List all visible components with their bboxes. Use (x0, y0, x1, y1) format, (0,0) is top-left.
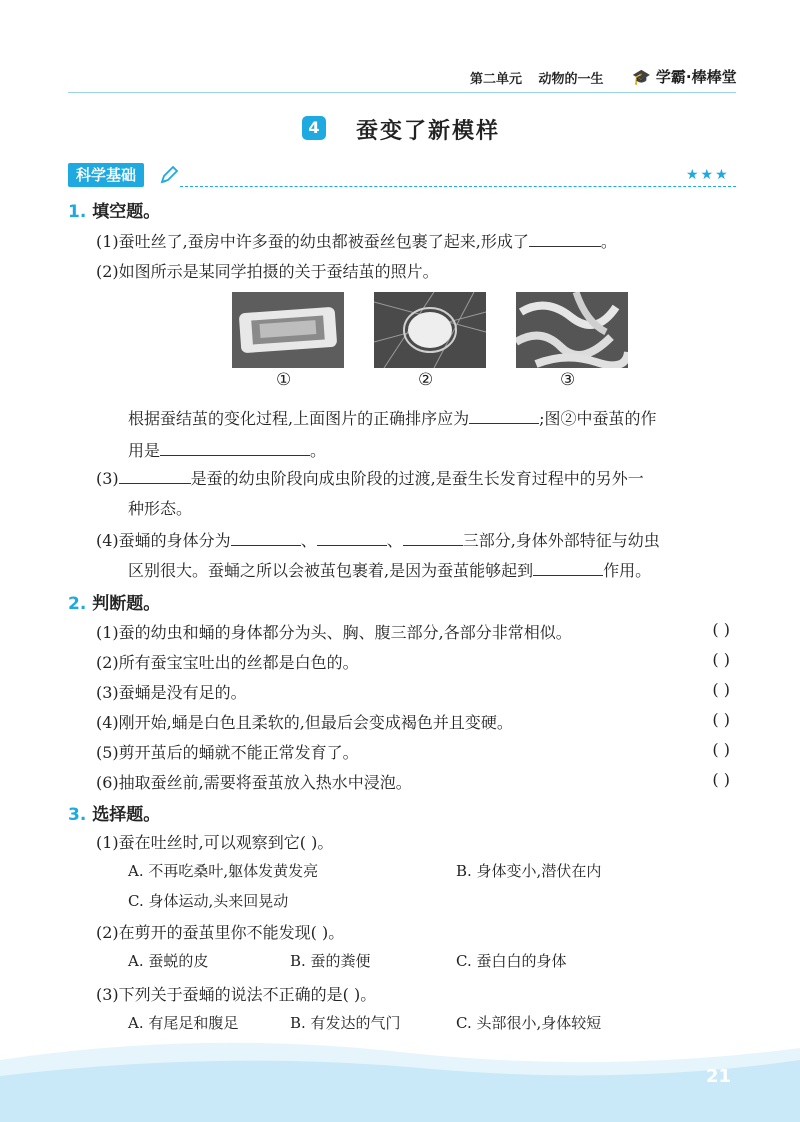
choice-option-b[interactable]: B. 蚕的粪便 (290, 952, 371, 970)
choice-option-a[interactable]: A. 不再吃桑叶,躯体发黄发亮 (128, 862, 319, 880)
photo-silkworms (516, 292, 628, 368)
lesson-number-badge: 4 (302, 116, 326, 140)
q1-sub4-line1 (96, 528, 660, 551)
answer-blank[interactable] (119, 469, 191, 484)
question-number: 2 (68, 594, 80, 614)
choice-stem: (1)蚕在吐丝时,可以观察到它( )。 (96, 833, 334, 852)
photo-label: ① (276, 370, 292, 390)
q1-sub3-line1 (96, 466, 644, 489)
choice-option-b[interactable]: B. 身体变小,潜伏在内 (456, 862, 602, 880)
answer-paren[interactable]: ( ) (712, 710, 730, 729)
q1-sub1 (96, 229, 617, 252)
photo-label: ② (418, 370, 434, 390)
q1-sub2 (96, 259, 439, 282)
choice-option-a[interactable]: A. 有尾足和腹足 (128, 1014, 239, 1032)
answer-blank[interactable] (403, 531, 463, 546)
question-3-heading: 3. 选择题。 (68, 805, 161, 825)
answer-paren[interactable]: ( ) (712, 770, 730, 789)
item-text: 、 (386, 531, 403, 550)
answer-blank[interactable] (160, 441, 310, 456)
photo-label: ③ (560, 370, 576, 390)
difficulty-stars: ★★★ (686, 167, 730, 183)
item-text: 。 (600, 232, 617, 251)
chapter-label: 动物的一生 (538, 72, 604, 87)
choice-stem: (3)下列关于蚕蛹的说法不正确的是( )。 (96, 985, 377, 1004)
item-text: 。 (310, 441, 327, 460)
judgement-item: (3)蚕蛹是没有足的。 (96, 683, 247, 702)
question-title: 判断题。 (92, 594, 161, 614)
lesson-title: 蚕变了新模样 (356, 119, 501, 144)
item-prefix: (1) (96, 232, 119, 251)
photo-cocoon (374, 292, 486, 368)
question-number: 3 (68, 805, 80, 825)
item-text: 三部分,身体外部特征与幼虫 (462, 531, 660, 550)
q1-sub4-line2 (128, 558, 651, 581)
answer-blank[interactable] (231, 531, 301, 546)
question-number: 1 (68, 202, 80, 222)
choice-option-b[interactable]: B. 有发达的气门 (290, 1014, 401, 1032)
item-text: ;图②中蚕茧的作 (539, 409, 657, 428)
judgement-item: (5)剪开茧后的蛹就不能正常发育了。 (96, 743, 359, 762)
pencil-icon (158, 164, 180, 186)
choice-option-c[interactable]: C. 身体运动,头来回晃动 (128, 892, 289, 910)
question-1-heading: 1. 填空题。 (68, 202, 161, 222)
brand-logo (632, 66, 737, 87)
item-prefix: (3) (96, 469, 119, 488)
section-banner: 科学基础 (68, 163, 144, 187)
judgement-item: (4)刚开始,蛹是白色且柔软的,但最后会变成褐色并且变硬。 (96, 713, 513, 732)
graduation-cap-icon: 🎓 (632, 68, 651, 86)
choice-option-c[interactable]: C. 蚕白白的身体 (456, 952, 567, 970)
answer-blank[interactable] (529, 232, 601, 247)
answer-blank[interactable] (533, 561, 603, 576)
answer-paren[interactable]: ( ) (712, 650, 730, 669)
item-text: 如图所示是某同学拍摄的关于蚕结茧的照片。 (118, 262, 439, 281)
q1-sub2-follow-line2 (128, 438, 326, 461)
q1-sub3-line2: 种形态。 (128, 499, 193, 518)
item-text: 蚕吐丝了,蚕房中许多蚕的幼虫都被蚕丝包裹了起来,形成了 (118, 232, 529, 251)
q1-sub2-follow-line1 (128, 406, 657, 429)
choice-option-c[interactable]: C. 头部很小,身体较短 (456, 1014, 602, 1032)
page-number: 21 (706, 1066, 732, 1087)
judgement-item: (2)所有蚕宝宝吐出的丝都是白色的。 (96, 653, 359, 672)
item-text: 、 (300, 531, 317, 550)
choice-stem: (2)在剪开的蚕茧里你不能发现( )。 (96, 923, 345, 942)
footer-wave (0, 1030, 800, 1122)
answer-paren[interactable]: ( ) (712, 680, 730, 699)
item-text: 是蚕的幼虫阶段向成虫阶段的过渡,是蚕生长发育过程中的另外一 (190, 469, 644, 488)
header-divider (68, 92, 736, 93)
answer-paren[interactable]: ( ) (712, 740, 730, 759)
answer-paren[interactable]: ( ) (712, 620, 730, 639)
running-head (470, 68, 604, 87)
item-prefix: (2) (96, 262, 119, 281)
unit-label: 第二单元 (470, 72, 523, 87)
item-text: 区别很大。蚕蛹之所以会被茧包裹着,是因为蚕茧能够起到 (128, 561, 534, 580)
answer-blank[interactable] (469, 409, 539, 424)
answer-blank[interactable] (317, 531, 387, 546)
question-title: 填空题。 (92, 202, 161, 222)
item-text: 用是 (128, 441, 161, 460)
judgement-item: (6)抽取蚕丝前,需要将蚕茧放入热水中浸泡。 (96, 773, 412, 792)
choice-option-a[interactable]: A. 蚕蜕的皮 (128, 952, 209, 970)
section-divider (180, 186, 736, 187)
judgement-item: (1)蚕的幼虫和蛹的身体都分为头、胸、腹三部分,各部分非常相似。 (96, 623, 572, 642)
item-text: 根据蚕结茧的变化过程,上面图片的正确排序应为 (128, 409, 470, 428)
brand-name: 学霸·棒棒堂 (655, 68, 737, 86)
item-text: 作用。 (603, 561, 652, 580)
item-text: 蚕蛹的身体分为 (118, 531, 231, 550)
question-title: 选择题。 (92, 805, 161, 825)
item-prefix: (4) (96, 531, 119, 550)
photo-silkworm-box (232, 292, 344, 368)
question-2-heading: 2. 判断题。 (68, 594, 161, 614)
